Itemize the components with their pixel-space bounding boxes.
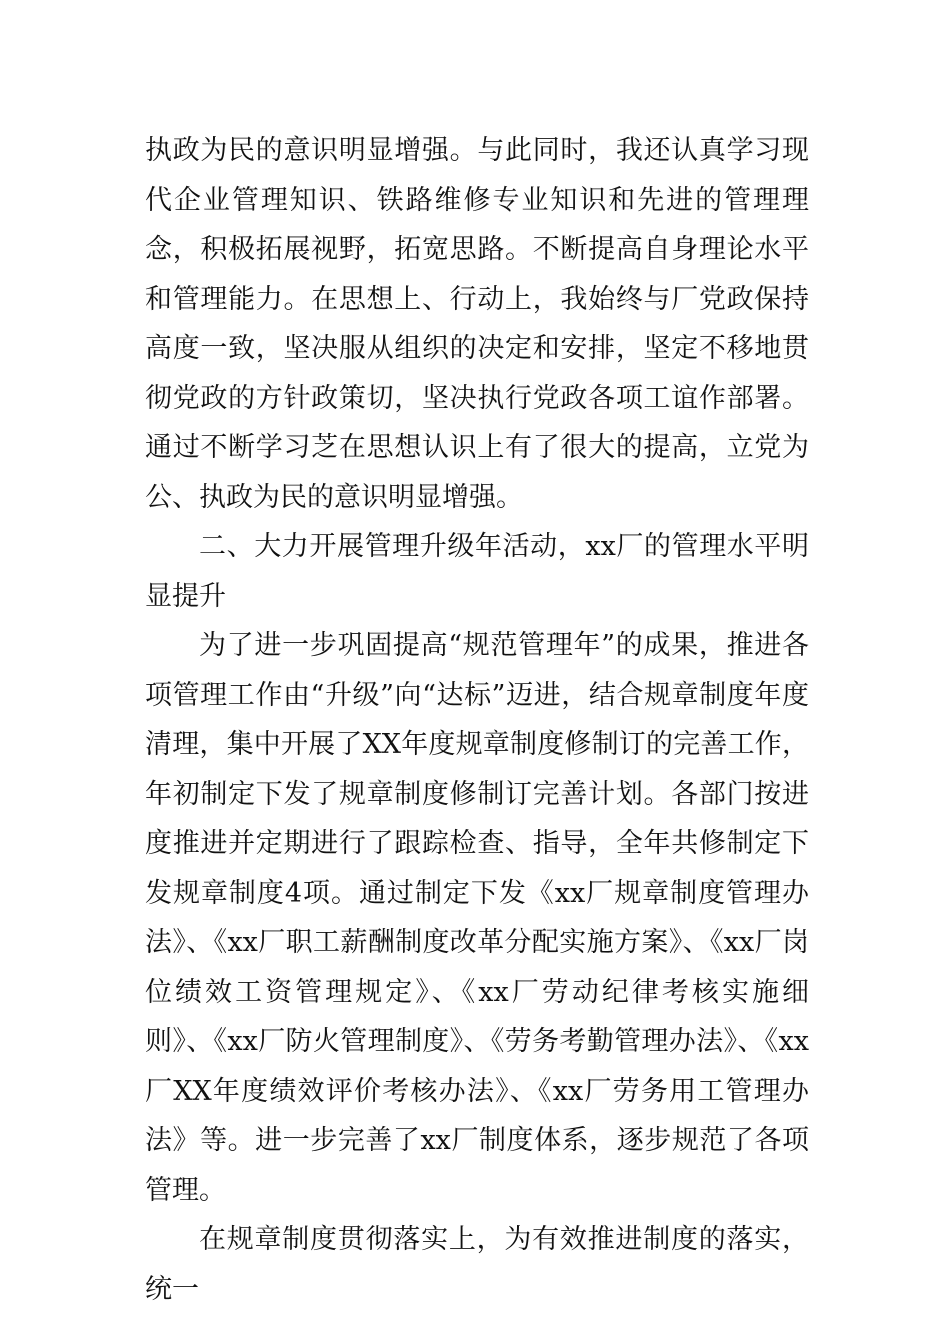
paragraph-implementation: 在规章制度贯彻落实上，为有效推进制度的落实，统一 (145, 1224, 809, 1305)
paragraph-regulations: 为了进一步巩固提高“规范管理年”的成果，推进各项管理工作由“升级”向“达标”迈进，结合规章制度年度清理，集中开展了XX年度规章制度修制订的完善工作，年初制定下发了规章制度修制订完善计划。各部门按进度推进并定期进行了跟踪检查、指导，全年共修制定下发规章制度4项。通过制定下发《xx厂规章制度管理办法》、《xx厂职工薪酬制度改革分配实施方案》、《xx厂岗位绩效工资管理规定》、《xx厂劳动纪律考核实施细则》、《xx厂防火管理制度》、《劳务考勤管理办法》、《xx厂XX年度绩效评价考核办法》、《xx厂劳务用工管理办法》等。进一步完善了xx厂制度体系，逐步规范了各项管理。 (145, 630, 809, 1206)
paragraph-continuation: 执政为民的意识明显增强。与此同时，我还认真学习现代企业管理知识、铁路维修专业知识和先进的管理理念，积极拓展视野，拓宽思路。不断提高自身理论水平和管理能力。在思想上、行动上，我始终与厂党政保持高度一致，坚决服从组织的决定和安排，坚定不移地贯彻党政的方针政策切，坚决执行党政各项工谊作部署。通过不断学习芝在思想认识上有了很大的提高，立党为公、执政为民的意识明显增强。 (145, 135, 809, 513)
section-heading: 二、大力开展管理升级年活动，xx厂的管理水平明显提升 (145, 531, 809, 612)
document-body (145, 126, 809, 1314)
